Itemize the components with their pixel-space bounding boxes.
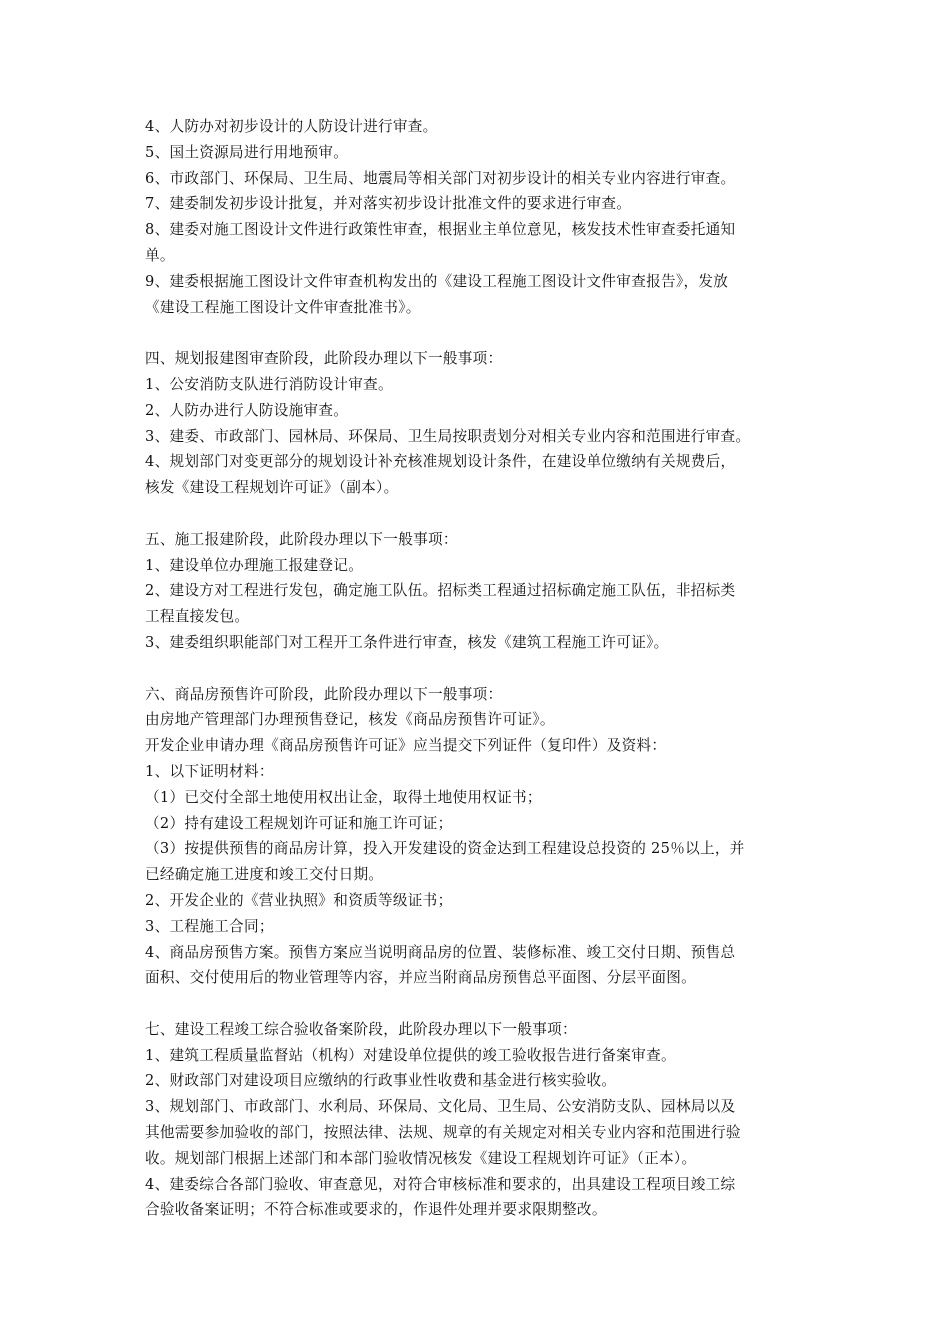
text-line: 1、建筑工程质量监督站（机构）对建设单位提供的竣工验收报告进行备案审查。 bbox=[145, 1046, 676, 1064]
text-line: 合验收备案证明；不符合标准或要求的，作退件处理并要求限期整改。 bbox=[145, 1201, 607, 1219]
text-line: 2、财政部门对建设项目应缴纳的行政事业性收费和基金进行核实验收。 bbox=[145, 1072, 617, 1090]
section-heading: 六、商品房预售许可阶段，此阶段办理以下一般事项： bbox=[145, 685, 503, 703]
text-line: 3、规划部门、市政部门、水利局、环保局、文化局、卫生局、公安消防支队、园林局以及 bbox=[145, 1098, 736, 1116]
text-line: 《建设工程施工图设计文件审查批准书》。 bbox=[145, 298, 421, 316]
section-7-completion-acceptance bbox=[145, 1017, 813, 1223]
text-line: 面积、交付使用后的物业管理等内容，并应当附商品房预售总平面图、分层平面图。 bbox=[145, 969, 697, 987]
paragraph-gap bbox=[145, 501, 813, 527]
text-line: 1、公安消防支队进行消防设计审查。 bbox=[145, 375, 393, 393]
section-5-construction-filing bbox=[145, 527, 813, 656]
text-line: 2、开发企业的《营业执照》和资质等级证书； bbox=[145, 891, 453, 909]
text-line: 1、建设单位办理施工报建登记。 bbox=[145, 556, 364, 574]
section-design-review bbox=[145, 114, 813, 320]
text-line: 2、人防办进行人防设施审查。 bbox=[145, 401, 349, 419]
section-6-presale-permit bbox=[145, 682, 813, 992]
text-line: 已经确定施工进度和竣工交付日期。 bbox=[145, 866, 384, 884]
text-line: 由房地产管理部门办理预售登记，核发《商品房预售许可证》。 bbox=[145, 711, 555, 729]
text-line: 其他需要参加验收的部门，按照法律、法规、规章的有关规定对相关专业内容和范围进行验 bbox=[145, 1124, 741, 1142]
text-line: 4、规划部门对变更部分的规划设计补充核准规划设计条件，在建设单位缴纳有关规费后， bbox=[145, 453, 736, 471]
text-line: （1）已交付全部土地使用权出让金，取得土地使用权证书； bbox=[145, 788, 542, 806]
text-line: 2、建设方对工程进行发包，确定施工队伍。招标类工程通过招标确定施工队伍，非招标类 bbox=[145, 582, 736, 600]
text-line: 8、建委对施工图设计文件进行政策性审查，根据业主单位意见，核发技术性审查委托通知 bbox=[145, 221, 736, 239]
paragraph-gap bbox=[145, 656, 813, 682]
document-body bbox=[145, 114, 813, 1223]
section-heading: 七、建设工程竣工综合验收备案阶段，此阶段办理以下一般事项： bbox=[145, 1020, 577, 1038]
text-line: 核发《建设工程规划许可证》（副本）。 bbox=[145, 479, 399, 497]
text-line: 收。规划部门根据上述部门和本部门验收情况核发《建设工程规划许可证》（正本）。 bbox=[145, 1149, 697, 1167]
text-line: 3、建委、市政部门、园林局、环保局、卫生局按职责划分对相关专业内容和范围进行审查。 bbox=[145, 427, 751, 445]
section-heading: 五、施工报建阶段，此阶段办理以下一般事项： bbox=[145, 530, 458, 548]
text-line: （3）按提供预售的商品房计算，投入开发建设的资金达到工程建设总投资的 25％以上，并 bbox=[145, 840, 745, 858]
text-line: 5、国土资源局进行用地预审。 bbox=[145, 143, 349, 161]
text-line: 工程直接发包。 bbox=[145, 608, 250, 626]
text-line: 3、工程施工合同； bbox=[145, 917, 274, 935]
text-line: 6、市政部门、环保局、卫生局、地震局等相关部门对初步设计的相关专业内容进行审查。 bbox=[145, 169, 736, 187]
text-line: 开发企业申请办理《商品房预售许可证》应当提交下列证件（复印件）及资料： bbox=[145, 737, 667, 755]
text-line: 4、商品房预售方案。预售方案应当说明商品房的位置、装修标准、竣工交付日期、预售总 bbox=[145, 943, 736, 961]
text-line: 1、以下证明材料： bbox=[145, 762, 274, 780]
section-4-planning-review bbox=[145, 346, 813, 501]
text-line: 7、建委制发初步设计批复，并对落实初步设计批准文件的要求进行审查。 bbox=[145, 195, 632, 213]
text-line: 3、建委组织职能部门对工程开工条件进行审查，核发《建筑工程施工许可证》。 bbox=[145, 633, 669, 651]
text-line: 4、人防办对初步设计的人防设计进行审查。 bbox=[145, 118, 438, 135]
paragraph-gap bbox=[145, 991, 813, 1017]
paragraph-gap bbox=[145, 320, 813, 346]
section-heading: 四、规划报建图审查阶段，此阶段办理以下一般事项： bbox=[145, 350, 503, 368]
text-line: 4、建委综合各部门验收、审查意见，对符合审核标准和要求的，出具建设工程项目竣工综 bbox=[145, 1175, 736, 1193]
text-line: 单。 bbox=[145, 246, 175, 264]
text-line: 9、建委根据施工图设计文件审查机构发出的《建设工程施工图设计文件审查报告》，发放 bbox=[145, 272, 729, 290]
text-line: （2）持有建设工程规划许可证和施工许可证； bbox=[145, 814, 453, 832]
